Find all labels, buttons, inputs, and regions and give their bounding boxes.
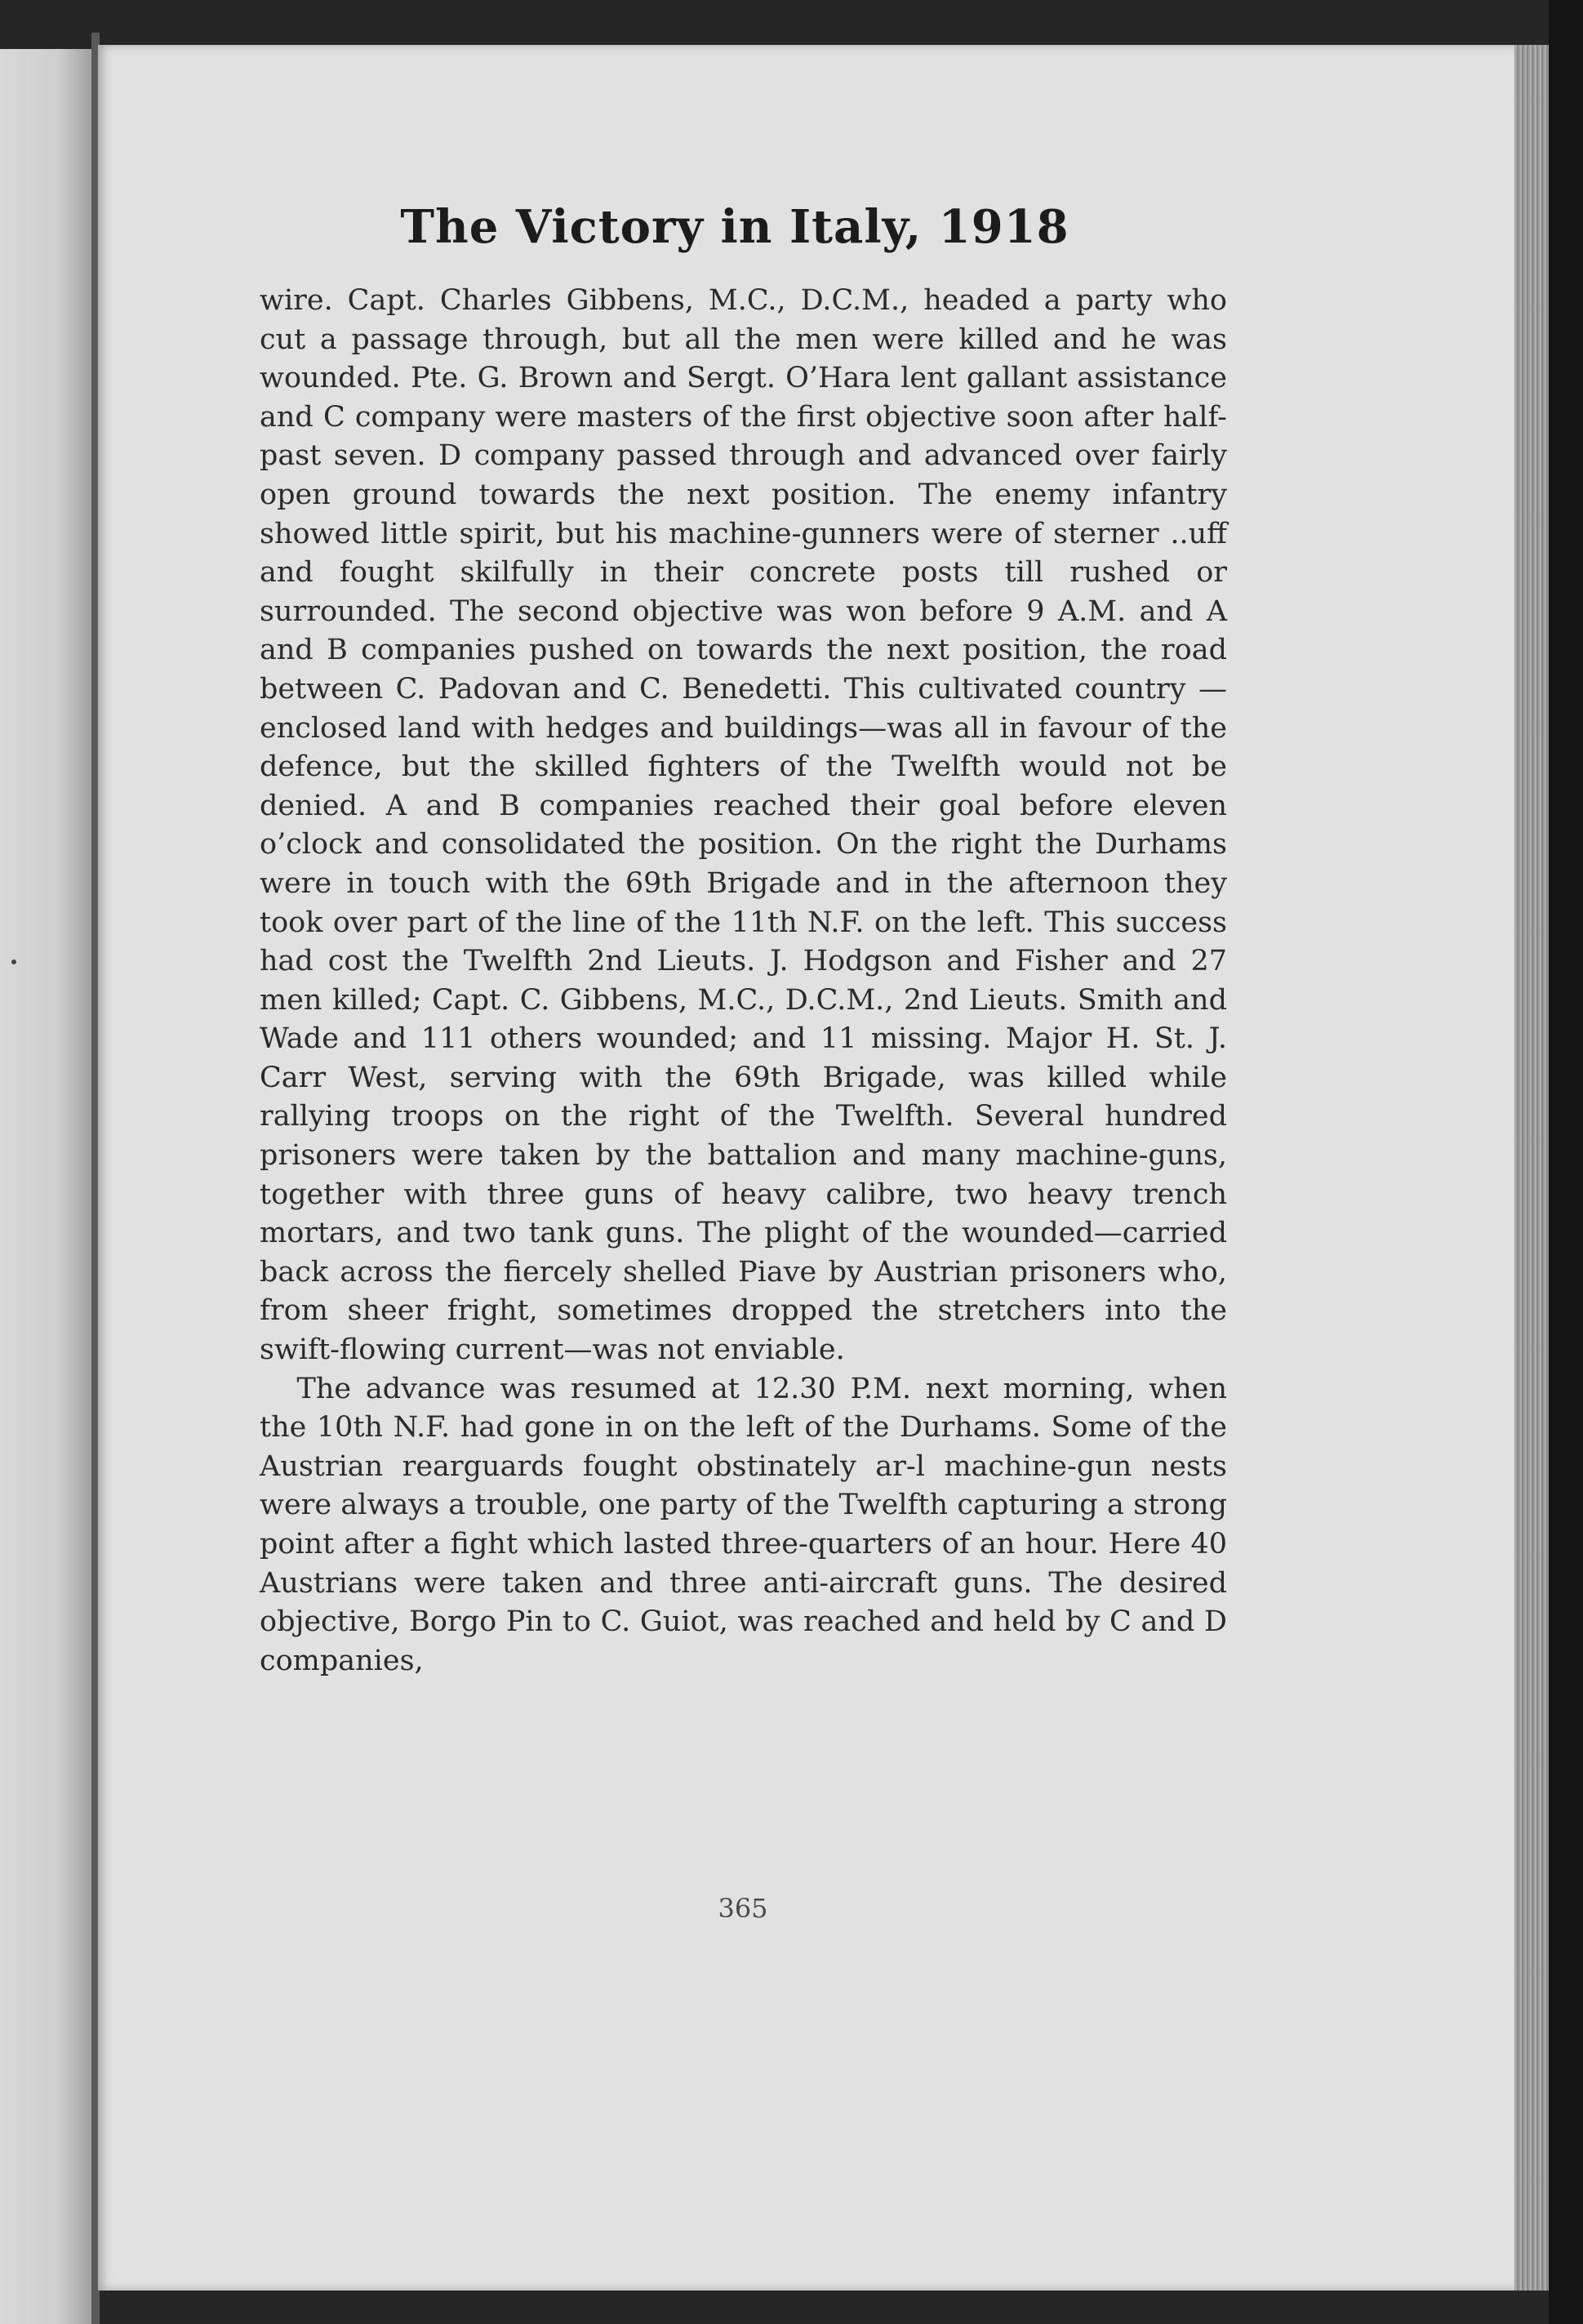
running-head: The Victory in Italy, 1918 (400, 200, 1069, 254)
body-text (260, 282, 1227, 1681)
paragraph-2: The advance was resumed at 12.30 P.M. next morning, when the 10th N.F. had gone in on the left of the Durhams. Some of the Austrian rearguards fought obstinately ar‑l machine-gun nests were always a trouble, one party of the Twelfth capturing a strong point after a fight which lasted three-quarters of an hour. Here 40 Austrians were taken and three anti-aircraft guns. The desired objective, Borgo Pin to C. Guiot, was reached and held by C and D companies, (260, 1372, 1227, 1677)
facing-page-edge (0, 49, 96, 2324)
dust-speck (11, 959, 16, 964)
page-block-edges (1514, 45, 1549, 2291)
scan-margin-right (1549, 0, 1583, 2324)
page-number: 365 (718, 1893, 768, 1924)
paragraph-1: wire. Capt. Charles Gibbens, M.C., D.C.M., headed a party who cut a passage through, but all the men were killed and he was wounded. Pte. G. Brown and Sergt. O’Hara lent gallant assistance and C company were masters of the first objective soon after half-past seven. D company passed through and advanced over fairly open ground towards the next position. The enemy infantry showed little spirit, but his machine-gunners were of sterner ..uff and fought skilfully in their concrete posts till rushed or surrounded. The second objective was won before 9 A.M. and A and B companies pushed on towards the next position, the road between C. Padovan and C. Benedetti. This cultivated country —enclosed land with hedges and buildings—was all in favour of the defence, but the skilled fighters of the Twelfth would not be denied. A and B companies reached their goal before eleven o’clock and consolidated the position. On the right the Durhams were in touch with the 69th Brigade and in the afternoon they took over part of the line of the 11th N.F. on the left. This success had cost the Twelfth 2nd Lieuts. J. Hodgson and Fisher and 27 men killed; Capt. C. Gibbens, M.C., D.C.M., 2nd Lieuts. Smith and Wade and 111 others wounded; and 11 missing. Major H. St. J. Carr West, serving with the 69th Brigade, was killed while rallying troops on the right of the Twelfth. Several hundred prisoners were taken by the battalion and many machine-guns, together with three guns of heavy calibre, two heavy trench mortars, and two tank guns. The plight of the wounded—carried back across the fiercely shelled Piave by Austrian prisoners who, from sheer fright, sometimes dropped the stretchers into the swift-flowing current—was not enviable. (260, 284, 1227, 1367)
